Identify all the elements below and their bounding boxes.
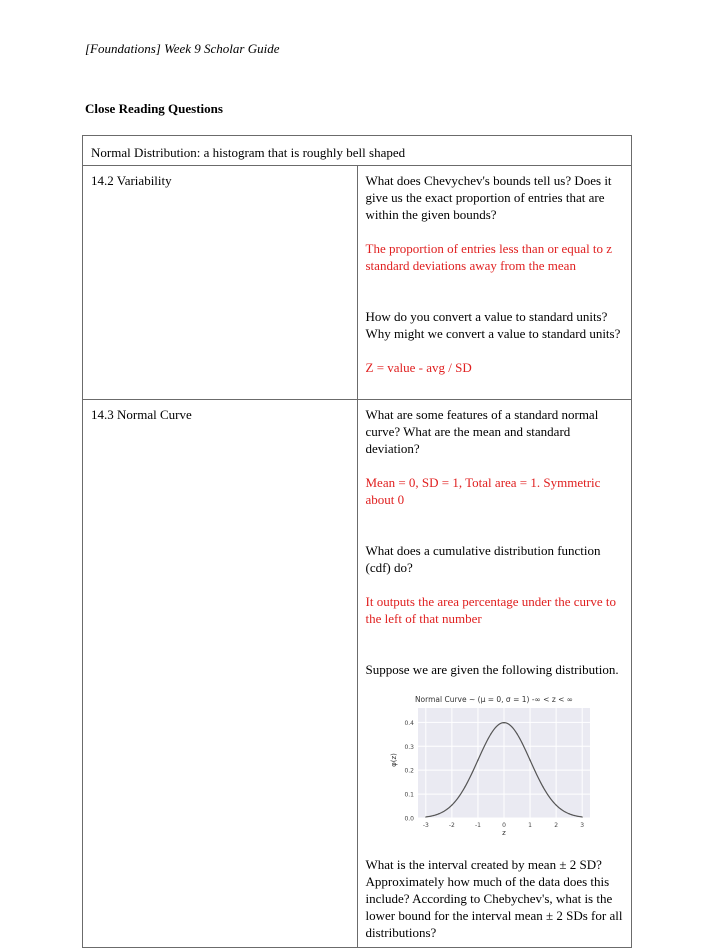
intro-cell: Normal Distribution: a histogram that is roughly bell shaped bbox=[83, 136, 632, 166]
answer-text: Mean = 0, SD = 1, Total area = 1. Symmetric about 0 bbox=[365, 475, 601, 507]
data-point bbox=[582, 816, 583, 817]
intro-row bbox=[83, 136, 632, 166]
data-point bbox=[438, 813, 439, 814]
data-point bbox=[556, 804, 557, 805]
question-text: What does Chevychev's bounds tell us? Does it give us the exact proportion of entries that are within the given bounds? bbox=[365, 173, 612, 222]
data-point bbox=[425, 816, 426, 817]
x-tick-label: 0 bbox=[502, 822, 507, 829]
y-tick-label: 0.0 bbox=[404, 815, 415, 823]
data-point bbox=[465, 786, 466, 787]
x-axis-label: z bbox=[502, 829, 507, 837]
y-tick-label: 0.1 bbox=[404, 791, 415, 799]
data-point bbox=[491, 733, 492, 734]
row-content bbox=[357, 166, 632, 400]
y-axis-label: φ(z) bbox=[390, 753, 399, 767]
chart-title: Normal Curve ~ (μ = 0, σ = 1) -∞ < z < ∞ bbox=[415, 695, 574, 704]
x-tick-label: -2 bbox=[449, 822, 456, 829]
question-text: What does a cumulative distribution function (cdf) do? bbox=[365, 543, 601, 575]
row-label: 14.2 Variability bbox=[83, 166, 358, 400]
answer-text: Z = value - avg / SD bbox=[365, 360, 472, 375]
data-point bbox=[517, 733, 518, 734]
data-point bbox=[530, 760, 531, 761]
table-row bbox=[83, 166, 632, 400]
question-text: How do you convert a value to standard units? Why might we convert a value to standard units? bbox=[365, 309, 621, 341]
x-tick-label: 1 bbox=[528, 822, 533, 829]
x-tick-label: 2 bbox=[554, 822, 559, 829]
answer-text: It outputs the area percentage under the curve to the left of that number bbox=[365, 594, 616, 626]
data-point bbox=[478, 760, 479, 761]
y-tick-label: 0.2 bbox=[404, 767, 415, 775]
y-tick-label: 0.4 bbox=[404, 719, 415, 727]
row-content bbox=[357, 400, 632, 948]
x-tick-label: -3 bbox=[423, 822, 430, 829]
section-title: Close Reading Questions bbox=[85, 101, 223, 116]
answer-text: The proportion of entries less than or equal to z standard deviations away from the mean bbox=[365, 241, 613, 273]
x-tick-label: 3 bbox=[580, 822, 585, 829]
close-reading-table bbox=[82, 135, 632, 948]
question-text: Suppose we are given the following distribution. bbox=[365, 662, 619, 677]
data-point bbox=[569, 813, 570, 814]
x-tick-label: -1 bbox=[475, 822, 482, 829]
question-text: What are some features of a standard normal curve? What are the mean and standard deviation? bbox=[365, 407, 599, 456]
question-text: What is the interval created by mean ± 2 SD? Approximately how much of the data does this include? According to Chebychev's, what is the lower bound for the interval mean ± 2 SDs for all distributions? bbox=[365, 857, 623, 940]
row-label: 14.3 Normal Curve bbox=[83, 400, 358, 948]
table-row bbox=[83, 400, 632, 948]
data-point bbox=[543, 786, 544, 787]
data-point bbox=[452, 804, 453, 805]
y-tick-label: 0.3 bbox=[404, 743, 415, 751]
normal-curve-chart bbox=[388, 692, 600, 838]
data-point bbox=[504, 722, 505, 723]
document-header: [Foundations] Week 9 Scholar Guide bbox=[85, 41, 280, 56]
